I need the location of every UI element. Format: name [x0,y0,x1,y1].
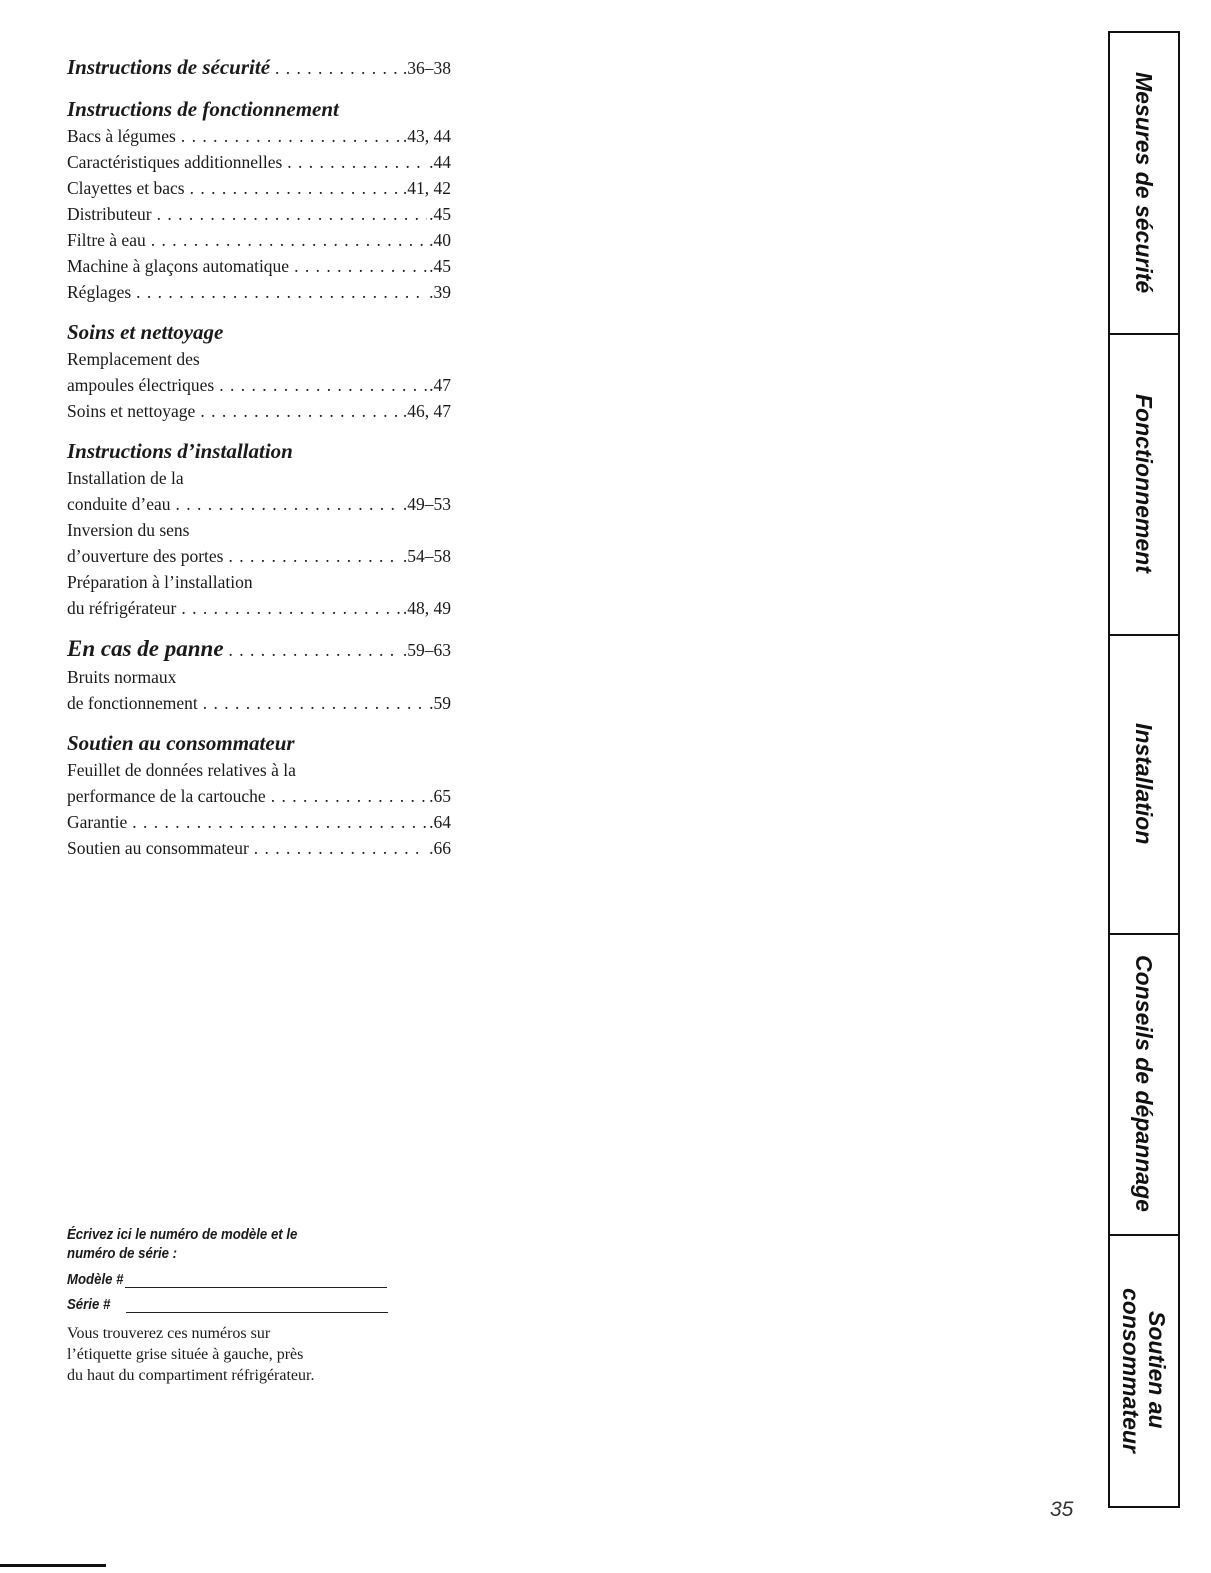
dot-leader [275,55,401,82]
toc-page-numbers: .46, 47 [402,401,451,421]
dot-leader [271,783,427,809]
toc-entry[interactable] [67,253,451,279]
toc-entry[interactable] [67,123,451,149]
toc-section-title: Instructions de sécurité [67,55,271,79]
dot-leader [151,227,427,253]
toc-entry-label: de fonctionnement [67,693,198,713]
section-tab-label-line: Conseils de dépannage [1131,955,1157,1212]
toc-page-numbers: .47 [429,375,451,395]
toc-entry-label: Machine à glaçons automatique [67,256,290,276]
serial-number-field [67,1296,427,1313]
dot-leader [157,201,428,227]
toc-entry[interactable] [67,783,451,809]
dot-leader [228,543,400,569]
toc-entry[interactable] [67,491,451,517]
toc-entry-label: Réglages [67,282,132,302]
model-number-blank[interactable] [125,1273,387,1288]
toc-entry[interactable] [67,835,451,861]
toc-entry[interactable] [67,227,451,253]
toc-page-numbers: .39 [429,282,451,302]
section-tab-label [1131,955,1157,1212]
toc-section-title: Instructions de fonctionnement [67,97,339,121]
toc-section [67,319,451,424]
section-tab[interactable] [1110,634,1178,935]
toc-page-numbers: .65 [429,786,451,806]
section-tab-label-line: Mesures de sécurité [1131,72,1157,294]
toc-entry[interactable] [67,279,451,305]
dot-leader [176,491,401,517]
toc-entry[interactable] [67,809,451,835]
toc-entry-label: Soins et nettoyage [67,401,196,421]
toc-section-heading[interactable] [67,730,451,757]
section-tabs [1108,31,1180,1508]
toc-entry-first-line: Bruits normaux [67,667,177,687]
dot-leader [200,398,401,424]
section-tab-label [1131,723,1157,844]
toc-entry[interactable] [67,175,451,201]
toc-section [67,635,451,716]
toc-entry-label: Bacs à légumes [67,126,176,146]
toc-section [67,54,451,82]
section-tab-label-line: Soutien au [1144,1311,1170,1429]
toc-entry-label: Soutien au consommateur [67,838,249,858]
toc-entry-first-line: Préparation à l’installation [67,572,253,592]
toc-page-numbers: .64 [429,812,451,832]
dot-leader [229,637,401,664]
dot-leader [287,149,427,175]
toc-section-heading[interactable] [67,635,451,664]
dot-leader [190,175,401,201]
section-tab[interactable] [1110,1234,1178,1506]
corner-rule [0,1564,106,1567]
toc-entry-label: du réfrigérateur [67,598,177,618]
toc-page-numbers: .59 [429,693,451,713]
toc-page-numbers: .54–58 [402,546,451,566]
toc-section-title: Soins et nettoyage [67,320,224,344]
toc-entry-label: conduite d’eau [67,494,171,514]
model-heading-line: Écrivez ici le numéro de modèle et le [67,1226,298,1243]
model-heading-line: numéro de série : [67,1245,178,1262]
section-tab-label-line: Fonctionnement [1131,394,1157,573]
toc-entry-label: Filtre à eau [67,230,146,250]
dot-leader [294,253,427,279]
section-tab-label-line: consommateur [1118,1287,1144,1453]
model-serial-record [67,1225,427,1386]
toc-page-numbers: .49–53 [402,494,451,514]
toc-entry[interactable] [67,149,451,175]
toc-page-numbers: .66 [429,838,451,858]
toc-section-heading[interactable] [67,54,451,82]
dot-leader [181,595,401,621]
dot-leader [132,809,427,835]
toc-section [67,730,451,861]
toc-page-numbers: .44 [429,152,451,172]
toc-section-title: Instructions d’installation [67,439,293,463]
section-tab-label [1131,72,1157,293]
toc-entry[interactable] [67,595,451,621]
toc-entry-first-line: Feuillet de données relatives à la [67,760,296,780]
model-serial-note [67,1323,427,1386]
dot-leader [254,835,427,861]
model-number-label: Modèle # [67,1271,124,1288]
toc-section-heading[interactable] [67,319,451,346]
section-tab[interactable] [1110,933,1178,1236]
section-tab-label [1131,394,1157,573]
model-serial-heading [67,1225,401,1263]
toc-page-numbers: .45 [429,256,451,276]
toc-entry[interactable] [67,543,451,569]
table-of-contents [67,54,451,875]
toc-entry-first-line: Installation de la [67,468,184,488]
toc-entry[interactable] [67,201,451,227]
page-number: 35 [1050,1498,1074,1521]
toc-page-numbers: .40 [429,230,451,250]
toc-entry-label: Clayettes et bacs [67,178,185,198]
toc-section [67,438,451,621]
dot-leader [203,690,427,716]
note-line: l’étiquette grise située à gauche, près [67,1346,304,1363]
toc-entry[interactable] [67,690,451,716]
toc-entry-first-line: Inversion du sens [67,520,190,540]
toc-section-heading[interactable] [67,96,451,123]
toc-entry[interactable] [67,372,451,398]
section-tab[interactable] [1110,333,1178,636]
serial-number-label: Série # [67,1296,111,1313]
serial-number-blank[interactable] [126,1298,388,1313]
toc-page-numbers: .36–38 [402,58,451,78]
toc-entry-label: Garantie [67,812,128,832]
dot-leader [219,372,427,398]
toc-entry-first-line: Remplacement des [67,349,200,369]
toc-page-numbers: .45 [429,204,451,224]
note-line: du haut du compartiment réfrigérateur. [67,1367,315,1384]
note-line: Vous trouverez ces numéros sur [67,1325,271,1342]
section-tab[interactable] [1110,33,1178,335]
toc-entry-label: Caractéristiques additionnelles [67,152,283,172]
section-tab-label-line: Installation [1131,722,1157,845]
toc-section [67,96,451,305]
toc-section-title: En cas de panne [67,636,224,661]
dot-leader [136,279,427,305]
model-number-field [67,1271,427,1288]
dot-leader [181,123,401,149]
toc-page-numbers: .41, 42 [402,178,451,198]
toc-section-title: Soutien au consommateur [67,731,295,755]
toc-section-heading[interactable] [67,438,451,465]
toc-entry-label: d’ouverture des portes [67,546,224,566]
toc-entry-label: ampoules électriques [67,375,215,395]
toc-entry-label: performance de la cartouche [67,786,266,806]
toc-entry-label: Distributeur [67,204,152,224]
toc-page-numbers: .59–63 [402,640,451,660]
toc-page-numbers: .48, 49 [402,598,451,618]
toc-page-numbers: .43, 44 [402,126,451,146]
section-tab-label [1118,1288,1170,1453]
toc-entry[interactable] [67,398,451,424]
